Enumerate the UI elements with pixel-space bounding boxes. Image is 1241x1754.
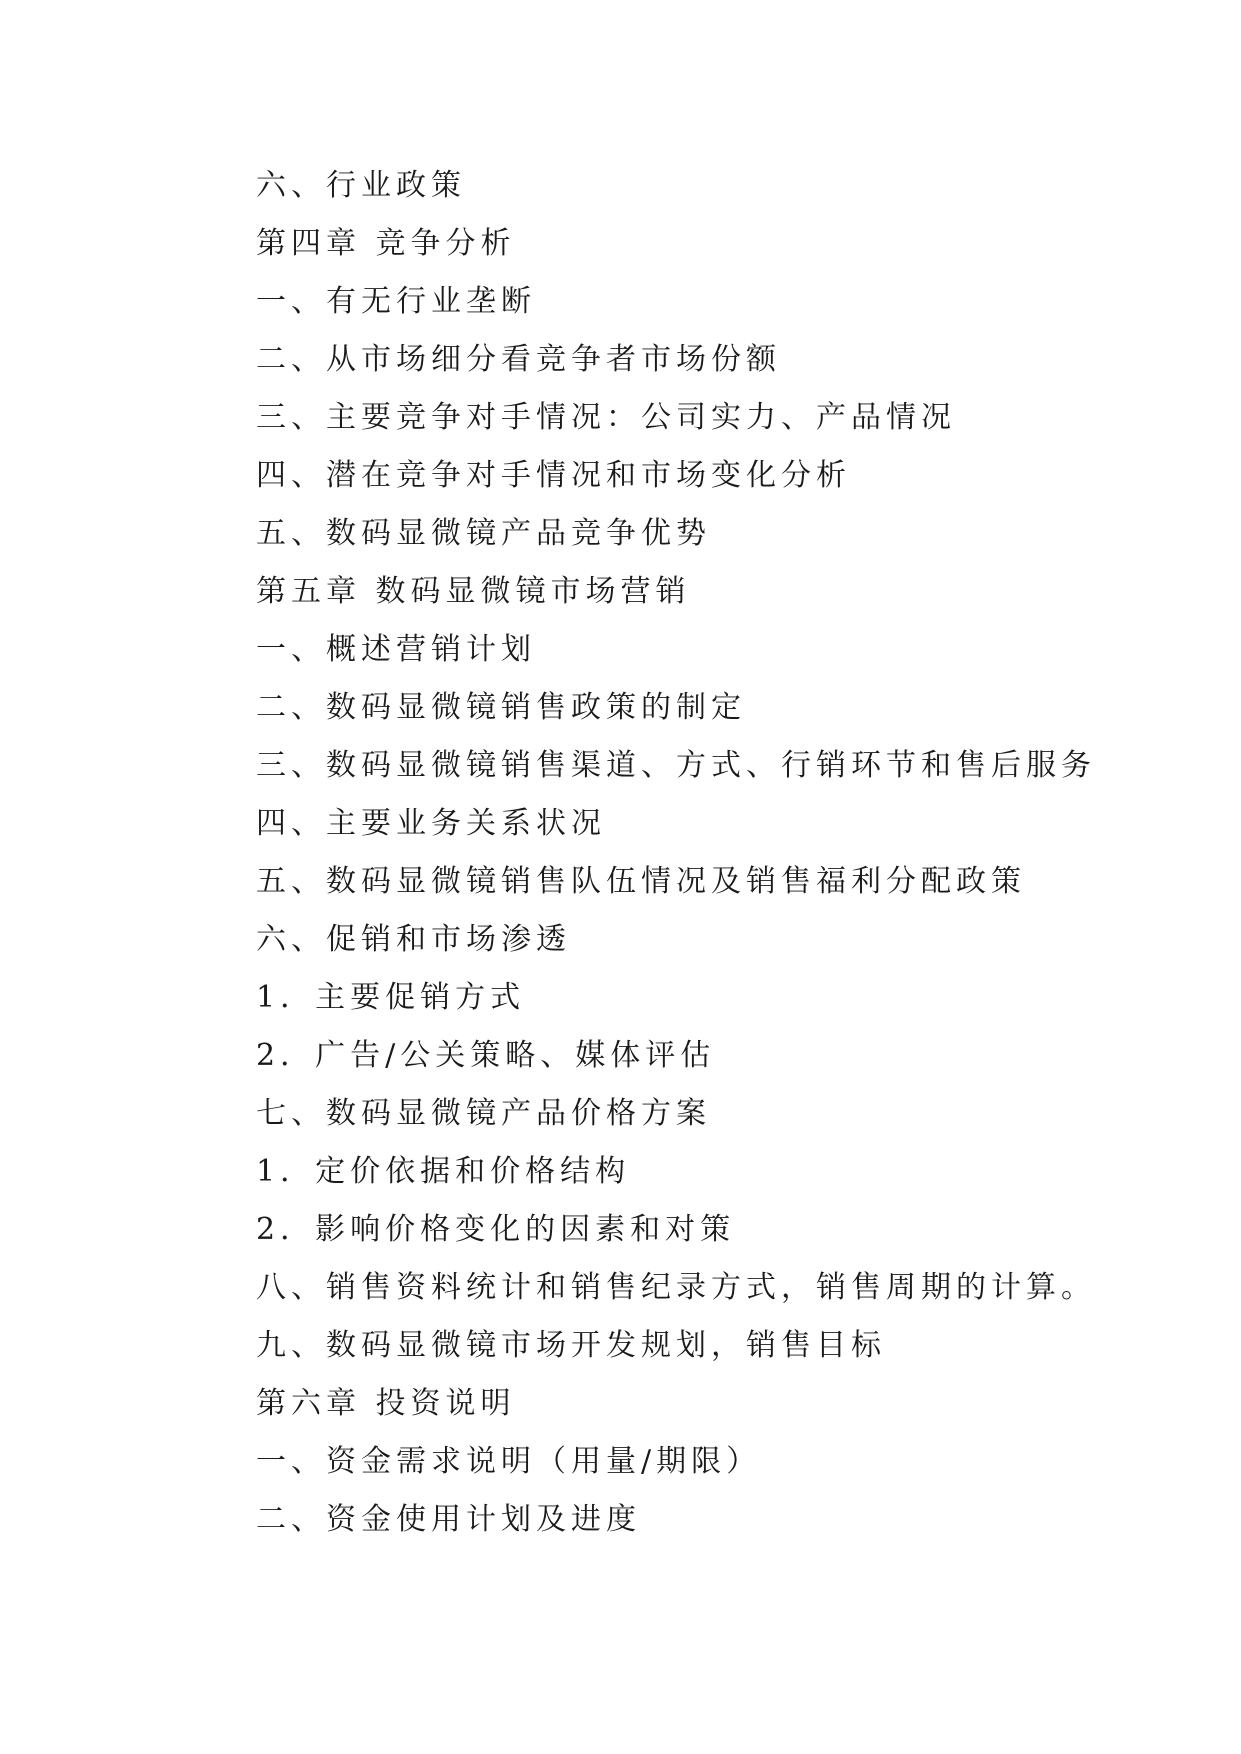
chapter-heading: 第六章 投资说明 <box>256 1386 516 1421</box>
outline-line: 二、从市场细分看竞争者市场份额 <box>256 342 781 377</box>
outline-line: 一、有无行业垄断 <box>256 284 536 319</box>
outline-subitem: 2．广告/公关策略、媒体评估 <box>256 1038 716 1073</box>
outline-line: 八、销售资料统计和销售纪录方式，销售周期的计算。 <box>256 1270 1096 1305</box>
outline-list <box>256 157 1096 1549</box>
outline-line: 二、资金使用计划及进度 <box>256 1502 641 1537</box>
outline-line: 六、行业政策 <box>256 168 466 203</box>
outline-line: 二、数码显微镜销售政策的制定 <box>256 690 746 725</box>
outline-line: 三、数码显微镜销售渠道、方式、行销环节和售后服务 <box>256 748 1096 783</box>
outline-subitem: 1．定价依据和价格结构 <box>256 1154 631 1189</box>
outline-line: 四、主要业务关系状况 <box>256 806 606 841</box>
outline-line: 七、数码显微镜产品价格方案 <box>256 1096 711 1131</box>
outline-line: 六、促销和市场渗透 <box>256 922 571 957</box>
outline-line: 四、潜在竞争对手情况和市场变化分析 <box>256 458 851 493</box>
outline-line: 五、数码显微镜产品竞争优势 <box>256 516 711 551</box>
outline-subitem: 1．主要促销方式 <box>256 980 526 1015</box>
outline-line: 九、数码显微镜市场开发规划，销售目标 <box>256 1328 886 1363</box>
outline-line: 三、主要竞争对手情况：公司实力、产品情况 <box>256 400 956 435</box>
chapter-heading: 第五章 数码显微镜市场营销 <box>256 574 691 609</box>
outline-subitem: 2．影响价格变化的因素和对策 <box>256 1212 736 1247</box>
outline-line: 五、数码显微镜销售队伍情况及销售福利分配政策 <box>256 864 1026 899</box>
chapter-heading: 第四章 竞争分析 <box>256 226 516 261</box>
outline-line: 一、资金需求说明（用量/期限） <box>256 1444 762 1479</box>
outline-line: 一、概述营销计划 <box>256 632 536 667</box>
